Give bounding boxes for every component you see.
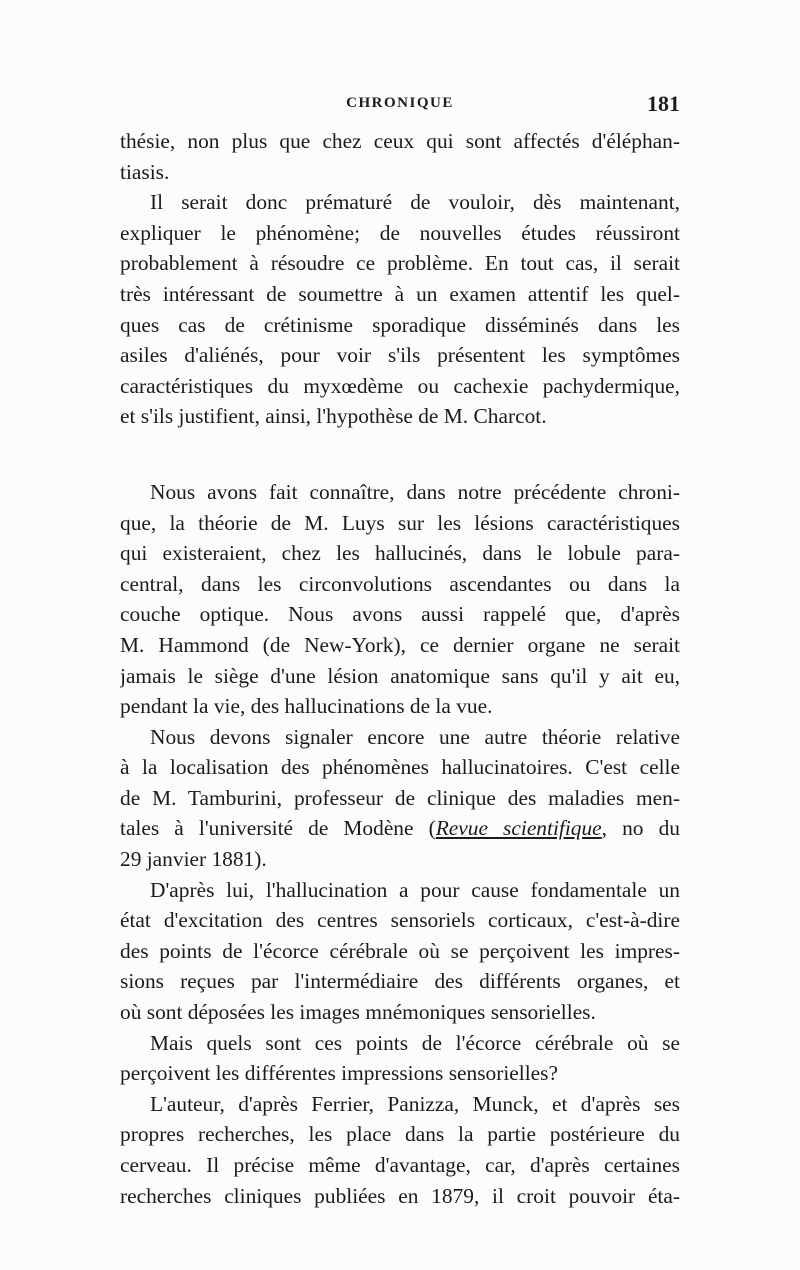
text-line: où sont déposées les images mnémoniques sensorielles. <box>120 1000 596 1025</box>
paragraph-5 <box>120 875 680 1028</box>
text-line: probablement à résoudre ce problème. En tout cas, il serait <box>120 251 680 276</box>
paragraph-3 <box>120 477 680 722</box>
text-line: L'auteur, d'après Ferrier, Panizza, Munck, et d'après ses <box>150 1091 680 1116</box>
text-line: jamais le siège d'une lésion anatomique sans qu'il y ait eu, <box>120 663 680 688</box>
page-number: 181 <box>647 91 680 116</box>
text-line: D'après lui, l'hallucination a pour cause fondamentale un <box>150 877 680 902</box>
text-line: thésie, non plus que chez ceux qui sont affectés d'éléphan- <box>120 129 680 153</box>
text-line: Nous devons signaler encore une autre théorie relative <box>150 724 680 749</box>
text-line: et s'ils justifient, ainsi, l'hypothèse de M. Charcot. <box>120 404 547 429</box>
text-line: sions reçues par l'intermédiaire des différents organes, et <box>120 969 680 994</box>
text-span: , no du <box>601 816 680 841</box>
text-line: ques cas de crétinisme sporadique disséminés dans les <box>120 312 680 337</box>
paragraph-7 <box>120 1089 680 1211</box>
body-text <box>120 126 680 1211</box>
text-span: tales à l'université de Modène ( <box>120 816 436 841</box>
text-line: perçoivent les différentes impressions sensorielles? <box>120 1061 558 1086</box>
text-line: que, la théorie de M. Luys sur les lésions caractéristiques <box>120 510 680 535</box>
text-line: 29 janvier 1881). <box>120 847 267 872</box>
running-title: CHRONIQUE <box>346 95 454 111</box>
text-line: Nous avons fait connaître, dans notre précédente chroni- <box>150 479 680 504</box>
paragraph-4 <box>120 722 680 875</box>
paragraph-6 <box>120 1028 680 1089</box>
text-line: qui existeraient, chez les hallucinés, dans le lobule para- <box>120 541 680 566</box>
text-line: pendant la vie, des hallucinations de la vue. <box>120 694 493 719</box>
text-line: asiles d'aliénés, pour voir s'ils présentent les symptômes <box>120 343 680 368</box>
text-line: à la localisation des phénomènes hallucinatoires. C'est celle <box>120 755 680 780</box>
text-line: cerveau. Il précise même d'avantage, car, d'après certaines <box>120 1153 680 1177</box>
text-line: expliquer le phénomène; de nouvelles études réussiront <box>120 220 680 245</box>
paragraph-2 <box>120 187 680 432</box>
journal-title: Revue scientifique <box>435 816 602 841</box>
text-line: caractéristiques du myxœdème ou cachexie pachydermique, <box>120 373 680 398</box>
text-line: couche optique. Nous avons aussi rappelé que, d'après <box>120 602 680 627</box>
text-line: très intéressant de soumettre à un examen attentif les quel- <box>120 281 680 306</box>
text-line: central, dans les circonvolutions ascendantes ou dans la <box>120 571 680 596</box>
section-separator <box>120 432 680 477</box>
page-header <box>120 93 680 121</box>
text-line: de M. Tamburini, professeur de clinique des maladies men- <box>120 785 680 810</box>
text-line: recherches cliniques publiées en 1879, il croit pouvoir éta- <box>120 1183 680 1208</box>
text-line: tiasis. <box>120 159 170 184</box>
paragraph-1 <box>120 126 680 187</box>
text-line: état d'excitation des centres sensoriels corticaux, c'est-à-dire <box>120 908 680 933</box>
text-line: des points de l'écorce cérébrale où se perçoivent les impres- <box>120 938 680 963</box>
text-line: Mais quels sont ces points de l'écorce cérébrale où se <box>150 1030 680 1055</box>
text-line: propres recherches, les place dans la partie postérieure du <box>120 1122 680 1147</box>
text-line: M. Hammond (de New-York), ce dernier organe ne serait <box>120 632 680 657</box>
text-line: Il serait donc prématuré de vouloir, dès maintenant, <box>150 190 680 215</box>
text-line-with-citation <box>120 813 680 844</box>
